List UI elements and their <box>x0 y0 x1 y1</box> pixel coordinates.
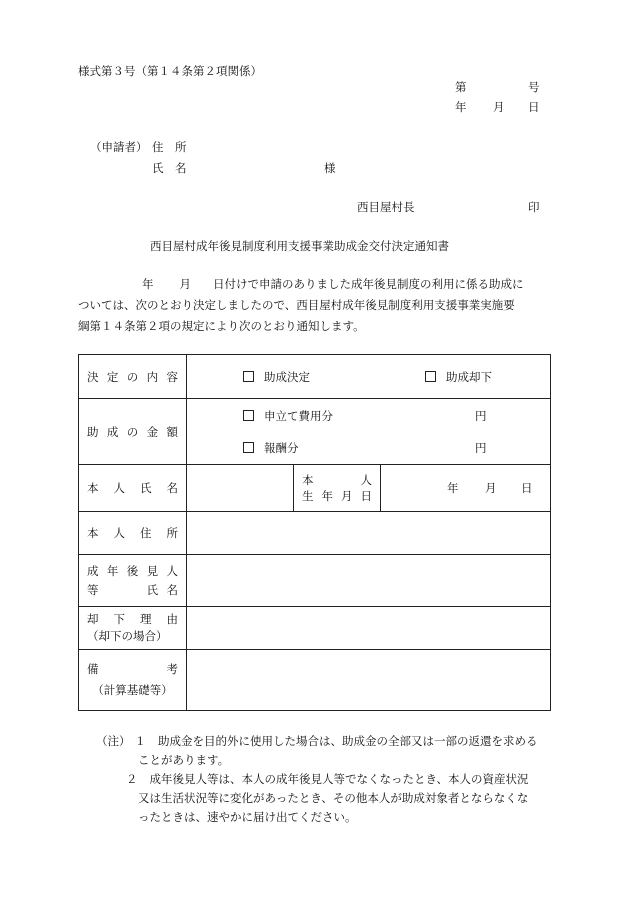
person-name-value[interactable] <box>187 465 294 512</box>
note2-line3: ったときは、速やかに届け出てください。 <box>138 810 357 824</box>
reject-checkbox[interactable] <box>425 371 436 382</box>
decision-options <box>187 355 551 399</box>
note2-line1: 成年後見人等は、本人の成年後見人等でなくなったとき、本人の資産状況 <box>149 772 529 786</box>
row-person-name <box>79 465 551 512</box>
option-reject[interactable]: 助成却下 <box>425 369 492 385</box>
birth-year: 年 <box>447 481 459 495</box>
reject-reason-value[interactable] <box>187 607 551 650</box>
option-grant[interactable]: 助成決定 <box>243 369 310 385</box>
form-number: 様式第３号（第１４条第２項関係） <box>78 64 262 78</box>
name-label: 氏 名 <box>152 161 187 175</box>
note1-line2: ことがあります。 <box>138 753 230 767</box>
body-line3: 綱第１４条第２項の規定により次のとおり通知します。 <box>78 319 365 333</box>
amount-options <box>187 399 551 465</box>
date-day: 日 <box>528 100 540 114</box>
guardian-label: 成年後見人 等 氏名 <box>79 555 187 607</box>
remarks-value[interactable] <box>187 650 551 711</box>
birth-month: 月 <box>485 481 497 495</box>
row-remarks <box>79 650 551 711</box>
document-title: 西目屋村成年後見制度利用支援事業助成金交付決定通知書 <box>150 239 449 253</box>
seal-mark: 印 <box>528 200 540 214</box>
remuneration-yen: 円 <box>475 440 487 455</box>
person-name-label: 本人氏名 <box>79 465 187 512</box>
birth-label: 本 人 生年月日 <box>294 465 381 512</box>
issuer-title: 西目屋村長 <box>357 200 415 214</box>
remuneration-checkbox[interactable] <box>243 442 254 453</box>
notes-prefix: （注） <box>96 734 131 748</box>
remarks-label: 備 考 （計算基礎等） <box>79 650 187 711</box>
decision-label: 決定の内容 <box>79 355 187 399</box>
note1-line1: 助成金を目的外に使用した場合は、助成金の全部又は一部の返還を求める <box>158 734 538 748</box>
body-month: 月 <box>179 277 191 291</box>
date-month: 月 <box>493 100 505 114</box>
person-address-value[interactable] <box>187 512 551 555</box>
filing-fee-checkbox[interactable] <box>243 410 254 421</box>
row-reject-reason <box>79 607 551 650</box>
date-year: 年 <box>455 100 467 114</box>
row-decision <box>79 355 551 399</box>
birth-date-value[interactable] <box>381 465 551 512</box>
filing-fee-yen: 円 <box>475 408 487 423</box>
person-address-label: 本人住所 <box>79 512 187 555</box>
row-person-address <box>79 512 551 555</box>
amount-label: 助成の金額 <box>79 399 187 465</box>
notes-section <box>96 732 556 827</box>
applicant-label: （申請者） <box>90 140 148 154</box>
body-line2: ついては、次のとおり決定しましたので、西目屋村成年後見制度利用支援事業実施要 <box>78 298 515 312</box>
decision-form-table <box>78 354 551 711</box>
honorific: 様 <box>324 161 336 175</box>
guardian-value[interactable] <box>187 555 551 607</box>
option-remuneration[interactable]: 報酬分 <box>243 440 299 456</box>
doc-number-suffix: 号 <box>528 80 540 94</box>
row-amount <box>79 399 551 465</box>
option-filing-fee[interactable]: 申立て費用分 <box>243 408 333 424</box>
note2-line2: 又は生活状況等に変化があったとき、その他本人が助成対象者とならなくな <box>138 791 529 805</box>
body-line1: 日付けで申請のありました成年後見制度の利用に係る助成に <box>213 277 524 291</box>
note1-number: １ <box>134 734 146 748</box>
body-paragraph <box>78 274 556 337</box>
row-guardian <box>79 555 551 607</box>
doc-number-prefix: 第 <box>455 80 467 94</box>
reject-reason-label: 却下理由 （却下の場合） <box>79 607 187 650</box>
birth-day: 日 <box>521 481 533 495</box>
grant-checkbox[interactable] <box>243 371 254 382</box>
body-year: 年 <box>142 277 154 291</box>
address-label: 住 所 <box>152 140 187 154</box>
note2-number: ２ <box>126 772 138 786</box>
